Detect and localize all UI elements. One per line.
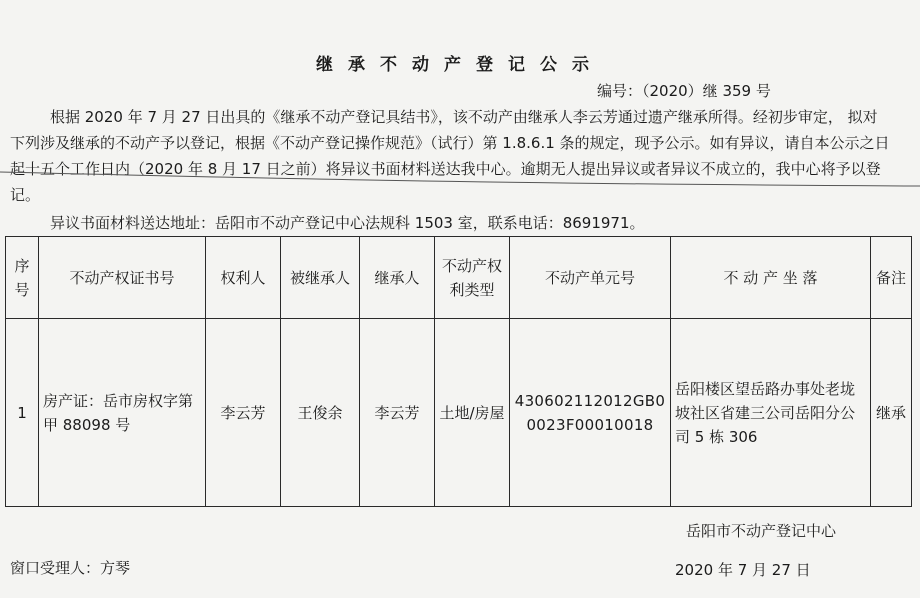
document-number: 编号：（2020）继 359 号 — [597, 82, 771, 100]
header-location: 不 动 产 坐 落 — [671, 237, 871, 319]
header-cert-no: 不动产权证书号 — [39, 237, 206, 319]
table-header-row — [6, 237, 912, 319]
cell-decedent: 王俊余 — [281, 319, 360, 507]
cell-location: 岳阳楼区望岳路办事处老垅坡社区省建三公司岳阳分公司 5 栋 306 — [671, 319, 871, 507]
objection-address: 异议书面材料送达地址：岳阳市不动产登记中心法规科 1503 室，联系电话：8691971。 — [50, 214, 645, 232]
issue-date: 2020 年 7 月 27 日 — [675, 561, 811, 579]
table-row — [6, 319, 912, 507]
registration-table — [5, 236, 912, 507]
cell-seq: 1 — [6, 319, 39, 507]
header-decedent: 被继承人 — [281, 237, 360, 319]
cell-right-type: 土地/房屋 — [435, 319, 510, 507]
header-owner: 权利人 — [206, 237, 281, 319]
header-unit-no: 不动产单元号 — [510, 237, 671, 319]
cell-owner: 李云芳 — [206, 319, 281, 507]
cell-unit-no: 430602112012GB00023F00010018 — [510, 319, 671, 507]
notice-title: 继承不动产登记公示 — [316, 55, 604, 75]
header-remark: 备注 — [871, 237, 912, 319]
header-seq: 序号 — [6, 237, 39, 319]
issuing-authority: 岳阳市不动产登记中心 — [686, 522, 837, 540]
window-clerk: 窗口受理人：方琴 — [10, 559, 131, 577]
cell-remark: 继承 — [871, 319, 912, 507]
cell-cert-no: 房产证：岳市房权字第甲 88098 号 — [39, 319, 206, 507]
header-heir: 继承人 — [360, 237, 435, 319]
notice-body: 根据 2020 年 7 月 27 日出具的《继承不动产登记具结书》，该不动产由继承人李云芳通过遗产继承所得。经初步审定， 拟对下列涉及继承的不动产予以登记，根据《不动产登记操作规范》（试行）第 1.8.6.1 条的规定，现予公示。如有异议，请自本公示之日起十五个工作日内（2020 年 8 月 17 日之前）将异议书面材料送达我中心。逾期无人提出异议或者异议不成立的，我中心将予以登记。 — [10, 108, 890, 204]
cell-heir: 李云芳 — [360, 319, 435, 507]
header-right-type: 不动产权利类型 — [435, 237, 510, 319]
